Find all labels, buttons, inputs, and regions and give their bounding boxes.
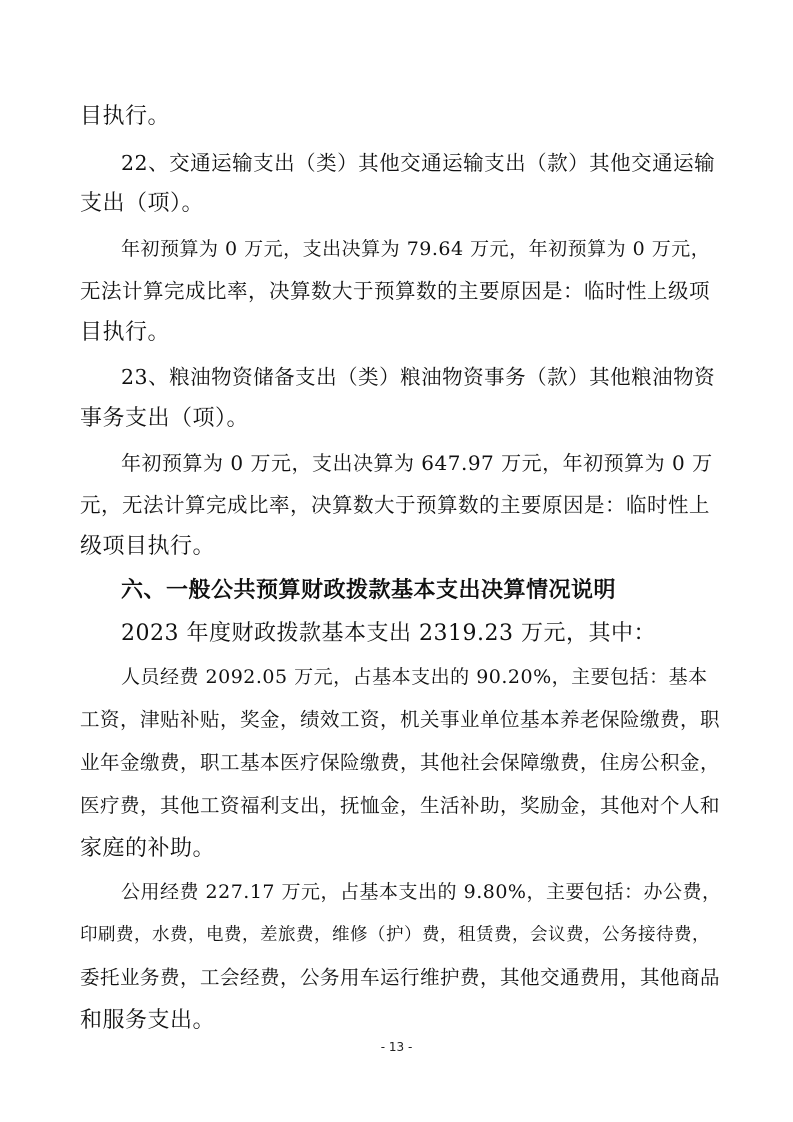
paragraph-line: 医疗费，其他工资福利支出，抚恤金，生活补助，奖励金，其他对个人和 [80, 794, 721, 817]
paragraph-line: 2023 年度财政拨款基本支出 2319.23 万元，其中： [121, 621, 656, 646]
section-heading: 六、一般公共预算财政拨款基本支出决算情况说明 [121, 578, 617, 603]
paragraph-line: 目执行。 [80, 320, 171, 345]
paragraph-line: 印刷费，水费，电费，差旅费，维修（护）费，租赁费，会议费，公务接待费， [80, 925, 710, 945]
paragraph-line: 委托业务费，工会经费，公务用车运行维护费，其他交通费用，其他商品 [80, 966, 721, 989]
paragraph-line: 和服务支出。 [80, 1008, 216, 1033]
paragraph-line: 工资，津贴补贴，奖金，绩效工资，机关事业单位基本养老保险缴费，职 [80, 708, 721, 731]
paragraph-line: 人员经费 2092.05 万元，占基本支出的 90.20%，主要包括：基本 [121, 666, 708, 688]
paragraph-line: 公用经费 227.17 万元，占基本支出的 9.80%，主要包括：办公费， [121, 881, 722, 903]
paragraph-line: 支出（项）。 [80, 191, 205, 216]
paragraph-line: 元，无法计算完成比率，决算数大于预算数的主要原因是：临时性上 [80, 493, 710, 517]
paragraph-line: 家庭的补助。 [80, 836, 216, 861]
paragraph-line: 年初预算为 0 万元，支出决算为 79.64 万元，年初预算为 0 万元， [121, 238, 711, 260]
paragraph-line: 22、交通运输支出（类）其他交通运输支出（款）其他交通运输 [121, 151, 716, 175]
page-number: - 13 - [380, 1040, 413, 1054]
paragraph-line: 目执行。 [80, 104, 171, 129]
paragraph-line: 级项目执行。 [80, 534, 216, 559]
paragraph-line: 23、粮油物资储备支出（类）粮油物资事务（款）其他粮油物资 [121, 365, 716, 389]
paragraph-line: 年初预算为 0 万元，支出决算为 647.97 万元，年初预算为 0 万 [121, 451, 713, 475]
paragraph-line: 无法计算完成比率，决算数大于预算数的主要原因是：临时性上级项 [80, 279, 710, 303]
paragraph-line: 业年金缴费，职工基本医疗保险缴费，其他社会保障缴费，住房公积金， [80, 751, 721, 774]
paragraph-line: 事务支出（项）。 [80, 406, 250, 431]
